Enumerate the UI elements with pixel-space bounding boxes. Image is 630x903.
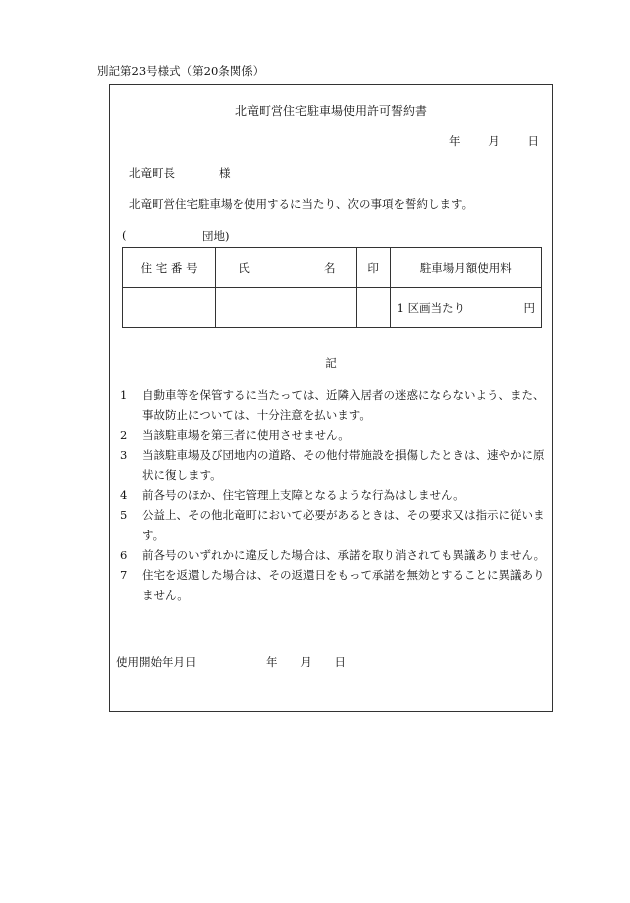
header-fee: 駐車場月額使用料 — [390, 248, 541, 288]
list-item — [118, 565, 548, 605]
item-number: 5 — [120, 508, 128, 522]
start-date-row — [116, 654, 346, 670]
seal-cell[interactable] — [356, 288, 390, 328]
item-text: 前各号のいずれかに違反した場合は、承諾を取り消されても異議ありません。 — [142, 548, 546, 562]
date-day[interactable]: 日 — [527, 134, 539, 148]
fee-per-section: 1 区画当たり — [396, 300, 466, 315]
form-frame — [109, 84, 553, 712]
housing-no-cell[interactable] — [123, 288, 216, 328]
list-item — [118, 485, 548, 505]
date-month[interactable]: 月 — [488, 134, 500, 148]
header-name-right: 名 — [324, 260, 336, 275]
item-number: 6 — [120, 548, 128, 562]
item-number: 1 — [120, 388, 128, 402]
start-month: 月 — [300, 655, 312, 669]
header-name-left: 氏 — [238, 260, 250, 275]
form-caption: 別記第23号様式（第20条関係） — [97, 64, 265, 78]
fee-unit: 円 — [523, 300, 535, 315]
item-number: 7 — [120, 568, 128, 582]
item-number: 4 — [120, 488, 128, 502]
header-housing-no: 住 宅 番 号 — [123, 248, 216, 288]
date-row — [449, 133, 539, 149]
table-row — [123, 288, 542, 328]
name-cell[interactable] — [216, 288, 356, 328]
form-title: 北竜町営住宅駐車場使用許可誓約書 — [234, 104, 427, 118]
item-text: 前各号のほか、住宅管理上支障となるような行為はしません。 — [142, 488, 465, 502]
item-text: 住宅を返還した場合は、その返還日をもって承諾を無効とすることに異議ありません。 — [142, 568, 545, 602]
pledge-items — [118, 385, 548, 605]
header-name — [216, 248, 356, 288]
danchi-label: 団地) — [202, 229, 230, 243]
item-text: 自動車等を保管するに当たっては、近隣入居者の迷惑にならないよう、また、事故防止については、十分注意を払います。 — [142, 388, 545, 422]
header-seal: 印 — [356, 248, 390, 288]
list-item — [118, 445, 548, 485]
start-day: 日 — [334, 655, 346, 669]
start-year: 年 — [266, 655, 278, 669]
fee-cell[interactable] — [390, 288, 541, 328]
list-item — [118, 505, 548, 545]
danchi-open-paren: ( — [122, 228, 127, 242]
pledge-intro: 北竜町営住宅駐車場を使用するに当たり、次の事項を誓約します。 — [129, 197, 474, 211]
item-text: 公益上、その他北竜町において必要があるときは、その要求又は指示に従います。 — [142, 508, 545, 542]
list-item — [118, 545, 548, 565]
item-number: 3 — [120, 448, 128, 462]
table-header-row — [123, 248, 542, 288]
ki-heading: 記 — [325, 356, 337, 370]
item-text: 当該駐車場及び団地内の道路、その他付帯施設を損傷したときは、速やかに原状に復します。 — [142, 448, 545, 482]
item-text: 当該駐車場を第三者に使用させません。 — [142, 428, 350, 442]
parking-table — [122, 247, 542, 328]
item-number: 2 — [120, 428, 128, 442]
addressee-role: 北竜町長 — [129, 166, 175, 180]
list-item — [118, 425, 548, 445]
date-year[interactable]: 年 — [449, 134, 461, 148]
start-date-label: 使用開始年月日 — [116, 655, 197, 669]
addressee-honorific: 様 — [219, 166, 231, 180]
list-item — [118, 385, 548, 425]
addressee — [129, 165, 231, 181]
danchi-field[interactable] — [122, 228, 230, 244]
start-date-fields[interactable] — [266, 654, 346, 670]
